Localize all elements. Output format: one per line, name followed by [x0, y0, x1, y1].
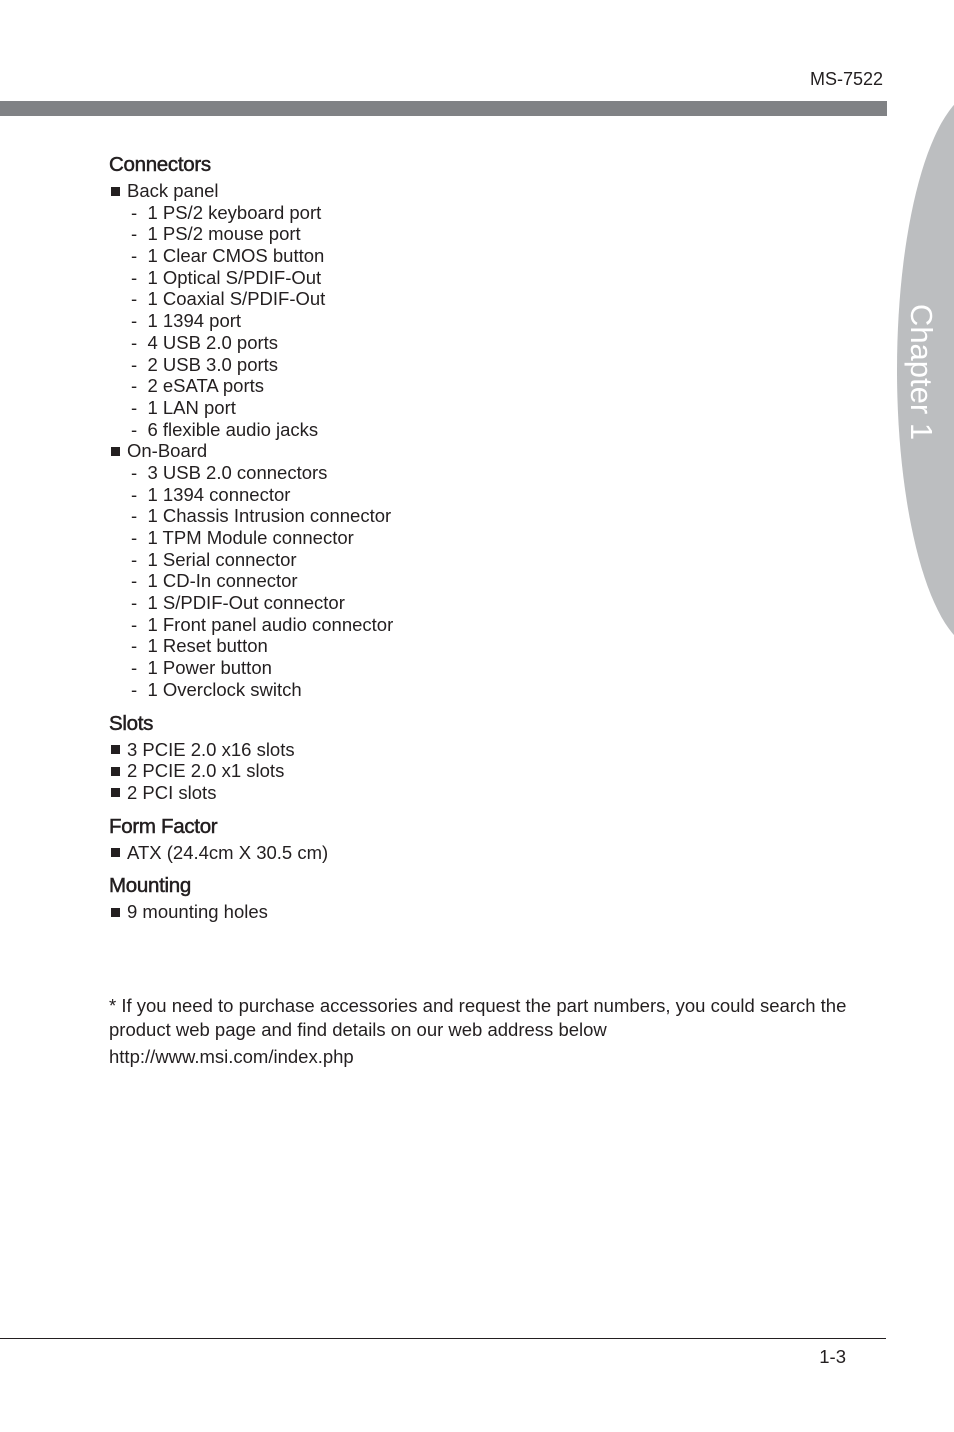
list-item: - 1 Serial connector [131, 548, 297, 570]
list-item: - 1 Coaxial S/PDIF-Out [131, 288, 326, 310]
list-item: 2 PCI slots [109, 782, 869, 804]
connectors-list [109, 180, 869, 701]
chapter-tab-label: Chapter 1 [904, 303, 939, 441]
header-bar [0, 101, 887, 116]
footer-rule [0, 1338, 886, 1339]
bullet-square-icon [111, 187, 120, 196]
list-item: - 1 Reset button [131, 635, 268, 657]
group-on-board: On-Board [109, 440, 869, 462]
list-item: - 1 1394 connector [131, 483, 291, 505]
list-item: - 1 CD-In connector [131, 570, 298, 592]
bullet-square-icon [111, 788, 120, 797]
list-item: - 3 USB 2.0 connectors [131, 461, 328, 483]
list-item: 2 PCIE 2.0 x1 slots [109, 760, 869, 782]
list-item: - 1 TPM Module connector [131, 527, 354, 548]
bullet-square-icon [111, 447, 120, 456]
section-title-form-factor: Form Factor [109, 814, 218, 838]
mounting-list [109, 901, 869, 923]
list-item: - 1 S/PDIF-Out connector [131, 592, 345, 614]
list-item: - 4 USB 2.0 ports [131, 331, 279, 353]
bullet-square-icon [111, 745, 120, 754]
list-item: 3 PCIE 2.0 x16 slots [109, 739, 869, 761]
list-item: - 2 USB 3.0 ports [131, 353, 279, 375]
bullet-square-icon [111, 908, 120, 917]
section-title-connectors: Connectors [109, 153, 211, 176]
list-item: - 1 PS/2 keyboard port [131, 201, 322, 223]
model-number: MS-7522 [809, 69, 883, 89]
list-item: - 1 Chassis Intrusion connector [131, 505, 392, 527]
slots-list [109, 739, 869, 804]
list-item: - 1 Optical S/PDIF-Out [131, 266, 322, 288]
list-item: - 1 Overclock switch [131, 678, 302, 700]
page-number: 1-3 [819, 1346, 846, 1367]
group-back-panel: Back panel [109, 180, 869, 202]
list-item: - 1 PS/2 mouse port [131, 223, 301, 245]
section-title-slots: Slots [109, 711, 154, 735]
form-factor-list [109, 842, 869, 864]
section-title-mounting: Mounting [109, 874, 191, 898]
bullet-square-icon [111, 848, 120, 857]
footnote-text: * If you need to purchase accessories and request the part numbers, you could search the product web page and find details on our web address below [109, 995, 847, 1040]
bullet-square-icon [111, 767, 120, 776]
list-item: - 1 1394 port [131, 310, 242, 332]
footnote-url: http://www.msi.com/index.php [109, 1046, 354, 1067]
list-item: - 1 Front panel audio connector [131, 613, 394, 635]
spec-content [109, 152, 869, 933]
list-item: - 1 LAN port [131, 396, 236, 418]
list-item: - 2 eSATA ports [131, 375, 264, 397]
list-item: ATX (24.4cm X 30.5 cm) [109, 842, 869, 864]
list-item: - 6 flexible audio jacks [131, 418, 319, 440]
list-item: - 1 Clear CMOS button [131, 245, 325, 267]
list-item: - 1 Power button [131, 657, 272, 679]
list-item: 9 mounting holes [109, 901, 869, 923]
